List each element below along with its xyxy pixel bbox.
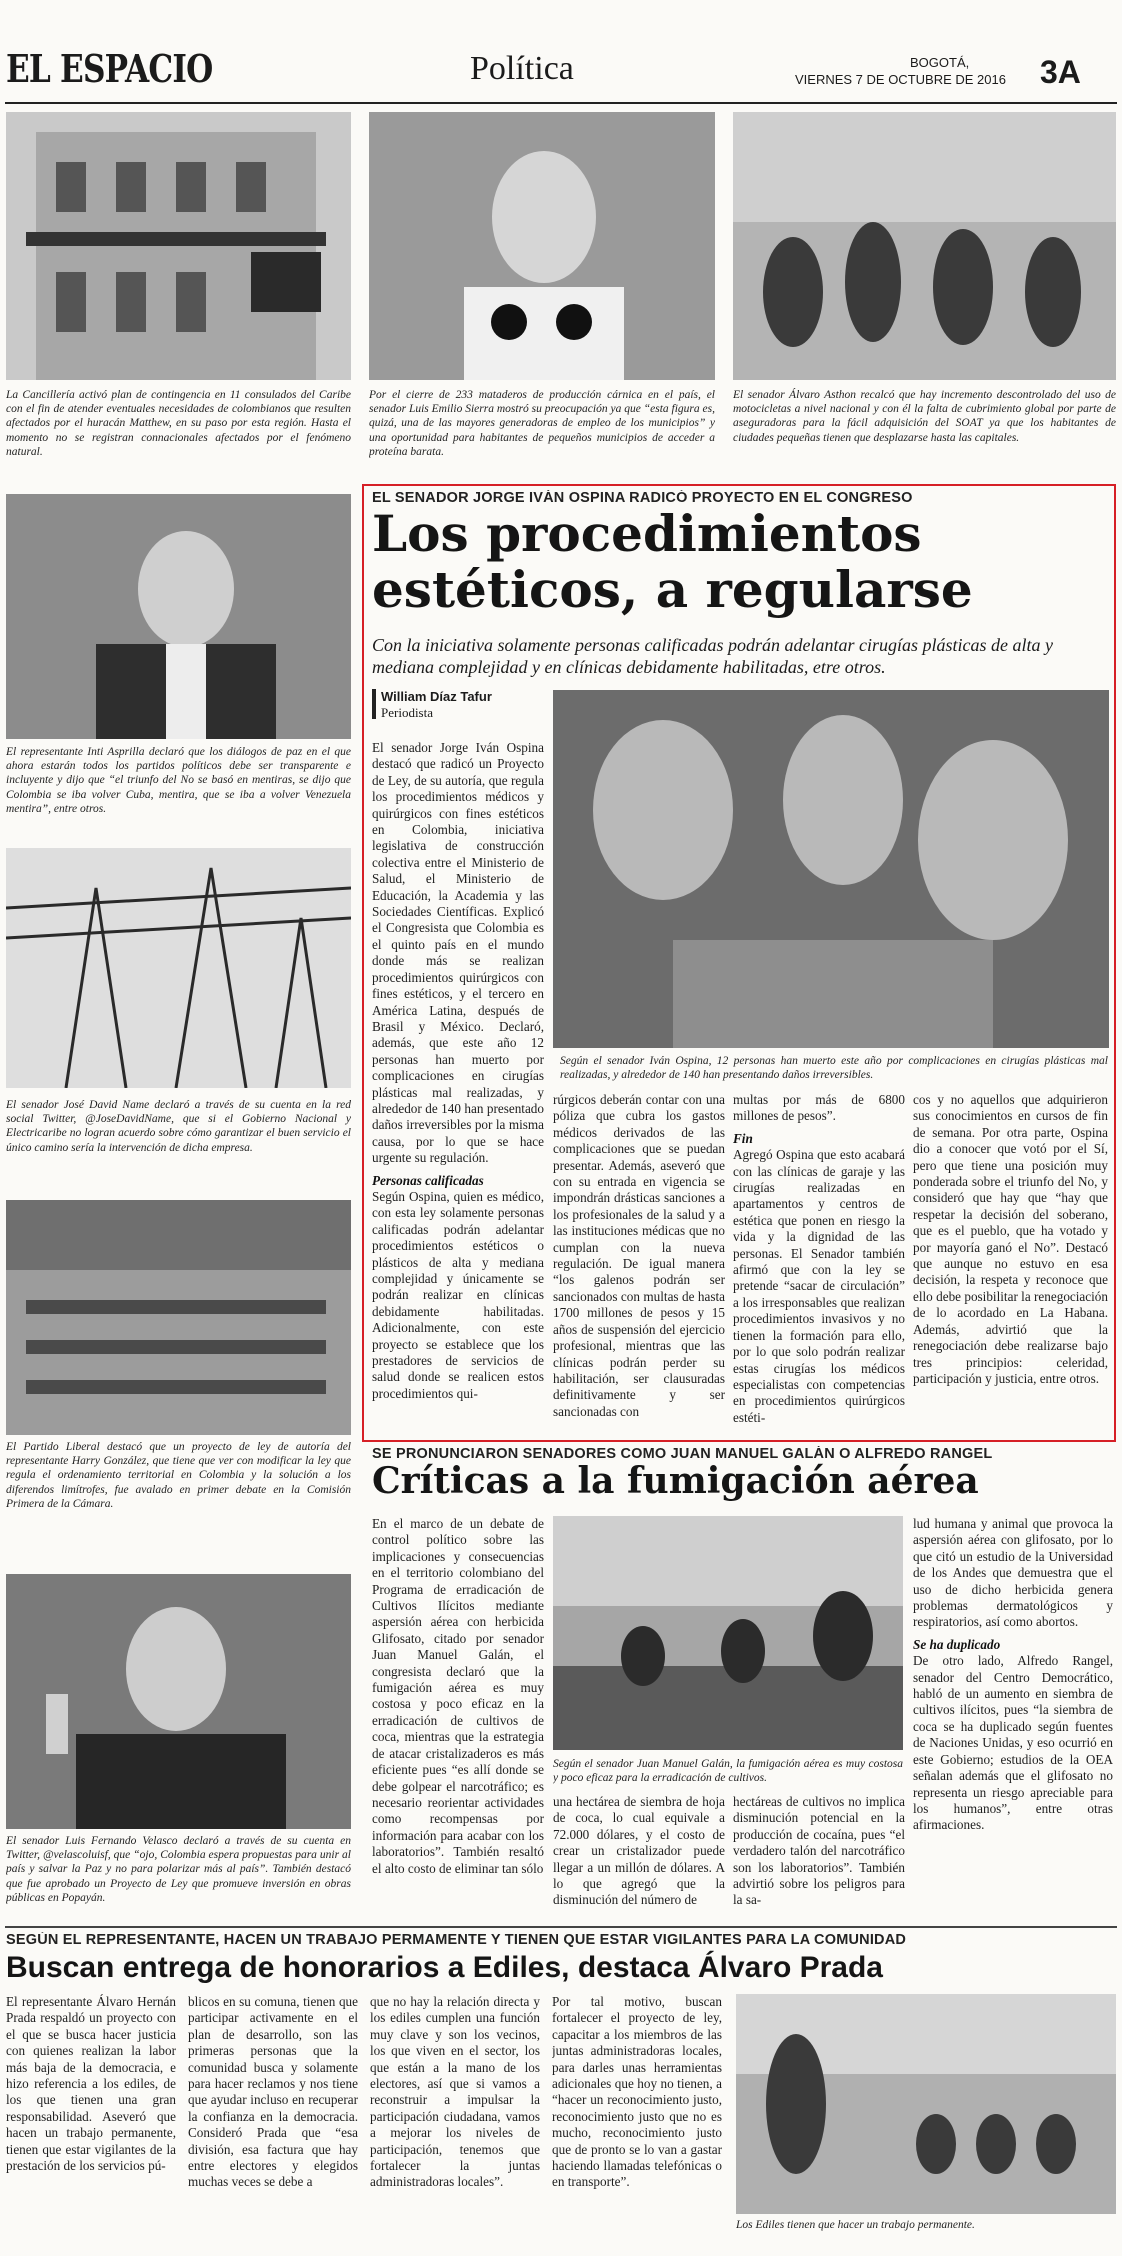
fumigacion-col1-text: En el marco de un debate de control político sobre las implicaciones y consecuencias en el territorio colombiano del Programa de erradicación de Cultivos Ilícitos mediante aspersión aérea con herbicida Glifosato, citado por senador Juan Manuel Galán, el congresista declaró que la fumigación aérea es muy costosa y poco eficaz en la erradicación de cultivos de coca, mientras que la estrategia de atacar cristalizaderos es más eficiente pues “es allí donde se debe golpear el narcotráfico; es necesario reorientar actividades como recompensas por información para acabar con los laboratorios”. También resaltó el alto costo de eliminar tan sólo [372, 1516, 544, 1876]
feature-col4-text: cos y no aquellos que adquirieron sus conocimientos en cursos de fin de semana. Por otra parte, Ospina dio a conocer que votó por el Sí, pero que tiene una posición muy ponderada sobre el triunfo del No, y consideró que hay que “hay que respetar la decisión del soberano, que es el pueblo, que ha votado y por mayoría ganó el No”. Destacó que aunque no estuvo en esa decisión, la respeta y reconoce que ello debe posibilitar la renegociación de lo acordado en La Habana. Además, advirtió que la renegociación debe realizarse bajo tres principios: celeridad, participación y justicia, entre otros. [913, 1092, 1108, 1386]
ediles-headline: Buscan entrega de honorarios a Ediles, destaca Álvaro Prada [6, 1951, 883, 1984]
fumigacion-col3-text: hectáreas de cultivos no implica disminución potencial en la producción de cocaína, pues “el verdadero talón del narcotráfico son los laboratorios”. También advirtió sobre los peligros para la sa- [733, 1794, 905, 1908]
photo-motorcycles [733, 112, 1116, 380]
caption-sierra: Por el cierre de 233 mataderos de producción cárnica en el país, el senador Luis Emilio Sierra mostró su preocupación ya que “esta figura es, quizá, una de las mayores generadoras de empleo de los municipios” y una oportunidad para habitantes de pequeños municipios de acceder a proteína barata. [369, 389, 715, 458]
feature-column-2 [553, 1092, 725, 1435]
ediles-column-3 [370, 1994, 540, 2244]
feature-col2-text: rúrgicos deberán contar con una póliza que cubra los gastos médicos derivados de las complicaciones que se puedan presentar. Además, aseveró que con su entrada en vigencia se impondrán drásticas sanciones a los profesionales de la salud y a las instituciones médicas que no cumplan con la nueva regulación. De igual manera “los galenos podrán ser sancionados con multas de hasta 1700 millones de pesos y 15 años de suspensión del ejercicio profesional, mientras que las clínicas podrán perder su habilitación, ser clausuradas definitivamente y ser sancionadas con [553, 1092, 725, 1419]
fumigacion-kicker: SE PRONUNCIARON SENADORES COMO JUAN MANUEL GALÁN O ALFREDO RANGEL [372, 1446, 993, 1462]
fumigacion-col4-text-b: De otro lado, Alfredo Rangel, senador del Centro Democrático, habló de un aumento en siembra de cultivos ilícitos, pues “la siembra de coca se ha duplicado según fuentes de Naciones Unidas, y eso ocurrió en este Gobierno; estudios de la OEA señalan además que el glifosato no representa un riesgo apreciable para los humanos”, entre otras afirmaciones. [913, 1653, 1113, 1833]
brand-logo: EL ESPACIO [6, 46, 213, 91]
masthead-city: BOGOTÁ, [910, 55, 970, 70]
fumigacion-col4-text: lud humana y animal que provoca la aspersión aérea con glifosato, por lo que citó un estudio de la Universidad de los Andes que demuestra que el uso de dicho herbicida genera problemas dermatológicos y respiratorios, así como abortos. [913, 1516, 1113, 1630]
fumigacion-column-2 [553, 1794, 725, 1926]
ediles-col1-text: El representante Álvaro Hernán Prada respaldó un proyecto con el que se busca hacer justicia con quienes realizan la labor más baja de la democracia, e hizo referencia a los ediles, de los que tienen una gran responsabilidad. Aseveró que hacen un trabajo permanente, tienen que estar vigilantes de la prestación de los servicios pú- [6, 1994, 176, 2174]
feature-role: Periodista [381, 705, 433, 720]
caption-liberal: El Partido Liberal destacó que un proyecto de ley de autoría del representante Harry González, que tiene que ver con modificar la ley que regula el ordenamiento territorial en Colombia y la solución a los diferendos limítrofes, fue avalado en primer debate en la Comisión Primera de la Cámara. [6, 1441, 351, 1510]
photo-inti-asprilla [6, 494, 351, 739]
caption-senate-debate: Según el senador Juan Manuel Galán, la fumigación aérea es muy costosa y poco eficaz para la erradicación de cultivos. [553, 1758, 903, 1785]
feature-kicker: EL SENADOR JORGE IVÁN OSPINA RADICÓ PROYECTO EN EL CONGRESO [372, 490, 913, 506]
fumigacion-column-3 [733, 1794, 905, 1926]
ediles-column-1 [6, 1994, 176, 2244]
photo-senator-velasco [6, 1574, 351, 1829]
feature-col1-text-b: Según Ospina, quien es médico, con esta ley solamente personas calificadas podrán adelantar procedimientos estéticos o plásticos de alta y mediana complejidad y únicamente se podrán realizar en clínicas debidamente habilitadas. Adicionalmente, con este proyecto se establece que los prestadores de servicios de salud donde se realicen estos procedimientos qui- [372, 1188, 544, 1401]
ediles-rule [5, 1926, 1117, 1928]
feature-subhead-calificadas: Personas calificadas [372, 1172, 484, 1188]
photo-senate-debate [553, 1516, 903, 1750]
fumigacion-col2-text: una hectárea de siembra de hoja de coca, lo cual equivale a 72.000 dólares, y el costo de crear un cristalizador puede llegar a un millón de dólares. A lo que agregó que la disminución del número de [553, 1794, 725, 1908]
caption-consulate: La Cancillería activó plan de contingencia en 11 consulados del Caribe con el fin de atender eventuales necesidades de colombianos que resulten afectados por el huracán Matthew, en su paso por esta región. Hasta el momento no se registran connacionales afectados por el fenómeno natural. [6, 389, 351, 458]
page-number: 3A [1040, 54, 1081, 90]
feature-author: William Díaz Tafur [381, 689, 492, 704]
fumigacion-column-4 [913, 1516, 1113, 1926]
feature-headline-2: estéticos, a regularse [372, 560, 973, 619]
caption-motorcycles: El senador Álvaro Asthon recalcó que hay incremento descontrolado del uso de motocicletas a nivel nacional y con él la falta de cubrimiento global por parte de aseguradoras para la fácil adquisición del SOAT ya que los habitantes de ciudades pequeñas tienen que desplazarse hasta las capitales. [733, 389, 1116, 444]
feature-col3-text: multas por más de 6800 millones de pesos”. [733, 1092, 905, 1124]
ediles-col4-text: Por tal motivo, buscan fortalecer el proyecto de ley, capacitar a los miembros de las juntas administradoras locales, para darles unas herramientas adicionales que hoy no tienen, a “hacer un reconocimiento justo, reconocimiento justo que no es mucho, reconocimiento justo que de pronto se lo van a gastar haciendo llamadas telefónicas o en transporte”. [552, 1994, 722, 2190]
caption-surgery: Según el senador Iván Ospina, 12 personas han muerto este año por complicaciones en cirugías plásticas mal realizadas, y alrededor de 140 han presentando daños irreversibles. [560, 1055, 1108, 1082]
feature-column-4 [913, 1092, 1108, 1435]
ediles-kicker: SEGÚN EL REPRESENTANTE, HACEN UN TRABAJO PERMAMENTE Y TIENEN QUE ESTAR VIGILANTES PARA LA COMUNIDAD [6, 1932, 907, 1948]
fumigacion-subhead-duplicado: Se ha duplicado [913, 1636, 1001, 1652]
masthead-rule [5, 102, 1117, 104]
caption-ediles: Los Ediles tienen que hacer un trabajo permanente. [736, 2219, 975, 2231]
fumigacion-column-1 [372, 1516, 544, 1926]
section-title: Política [470, 50, 574, 87]
feature-headline-1: Los procedimientos [372, 504, 922, 563]
masthead [0, 0, 1122, 100]
feature-deck: Con la iniciativa solamente personas calificadas podrán adelantar cirugías plásticas de alta y mediana complejidad y en clínicas debidamente habilitadas, etre otros. [372, 635, 1053, 677]
feature-byline-bar [372, 689, 376, 719]
photo-ediles-meeting [736, 1994, 1116, 2214]
ediles-col2-text: blicos en su comuna, tienen que participar activamente en el plan de desarrollo, son las primeras personas que la comunidad busca y solamente para hacer reclamos y nos tiene que ayudar incluso en recuperar la confianza en la democracia. Consideró Prada que “esa división, esa factura que hay entre electores y elegidos muchas veces se debe a [188, 1994, 358, 2190]
ediles-column-2 [188, 1994, 358, 2244]
caption-asprilla: El representante Inti Asprilla declaró que los diálogos de paz en el que ahora estarán todos los partidos políticos debe ser transparente e incluyente y dijo que “el triunfo del No se basó en mentiras, se dijo que Colombia se iba volver Cuba, mentira, que se iba a volver Venezuela mentira”, entre otros. [6, 746, 351, 815]
caption-velasco: El senador Luis Fernando Velasco declaró a través de su cuenta en Twitter, @velascoluisf, que “ojo, Colombia espera propuestas para unir al país y salvar la Paz y no para polarizar más al país”. También destacó que fue aprobado un Proyecto de Ley que promueve inversión en obras públicas en Popayán. [6, 1835, 351, 1904]
photo-consulate-building [6, 112, 351, 380]
photo-surgery [553, 690, 1109, 1048]
feature-col1-text: El senador Jorge Iván Ospina destacó que radicó un Proyecto de Ley, de su autoría, que regula los procedimientos médicos y quirúrgicos con fines estéticos en Colombia, iniciativa legislativa de construcción colectiva entre el Ministerio de Salud, el Ministerio de Educación, la Academia y las Sociedades Científicas. Explicó el Congresista que Colombia es el quinto país en el mundo donde más se realizan procedimientos quirúrgicos con fines estéticos, y el tercero en América Latina, después de Brasil y México. Declaró, además, que este año 12 personas han muerto por complicaciones en cirugías plásticas mal realizadas, y alrededor de 140 han presentado daños irreversibles por la misma causa, por lo que se hace urgente su regulación. [372, 740, 544, 1166]
photo-congress-chamber [6, 1200, 351, 1435]
feature-column-3 [733, 1092, 905, 1435]
fumigacion-headline: Críticas a la fumigación aérea [372, 1460, 979, 1502]
photo-power-towers [6, 848, 351, 1088]
feature-column-1 [372, 740, 544, 1435]
masthead-date: VIERNES 7 DE OCTUBRE DE 2016 [795, 72, 1006, 87]
photo-senator-sierra [369, 112, 715, 380]
feature-subhead-fin: Fin [733, 1130, 753, 1146]
feature-col3-text-b: Agregó Ospina que esto acabará con las clínicas de garaje y las cirugías realizadas en apartamentos y centros de estética que ponen en riesgo la vida y la dignidad de las personas. El Senador también afirmó que con la ley se pretende “sacar de circulación” a los irresponsables que realizan procedimientos invasivos y no tienen la formación para ello, por lo que solo podrán realizar estas cirugías los médicos especialistas con competencias en procedimientos quirúrgicos estéti- [733, 1147, 905, 1425]
caption-name: El senador José David Name declaró a través de su cuenta en la red social Twitter, @JoseDavidName, que si el Gobierno Nacional y Electricaribe no logran acuerdo sobre cómo garantizar el buen servicio el único camino sería la intervención de dicha empresa. [6, 1099, 351, 1154]
ediles-col3-text: que no hay la relación directa y los ediles cumplen una función muy clave y son los vecinos, los que viven en el sector, los que están a la mano de los electores, así que si vamos a reconstruir a impulsar la participación ciudadana, vamos a mejorar los niveles de participación, tenemos que fortalecer la juntas administradoras locales”. [370, 1994, 540, 2190]
ediles-column-4 [552, 1994, 722, 2244]
